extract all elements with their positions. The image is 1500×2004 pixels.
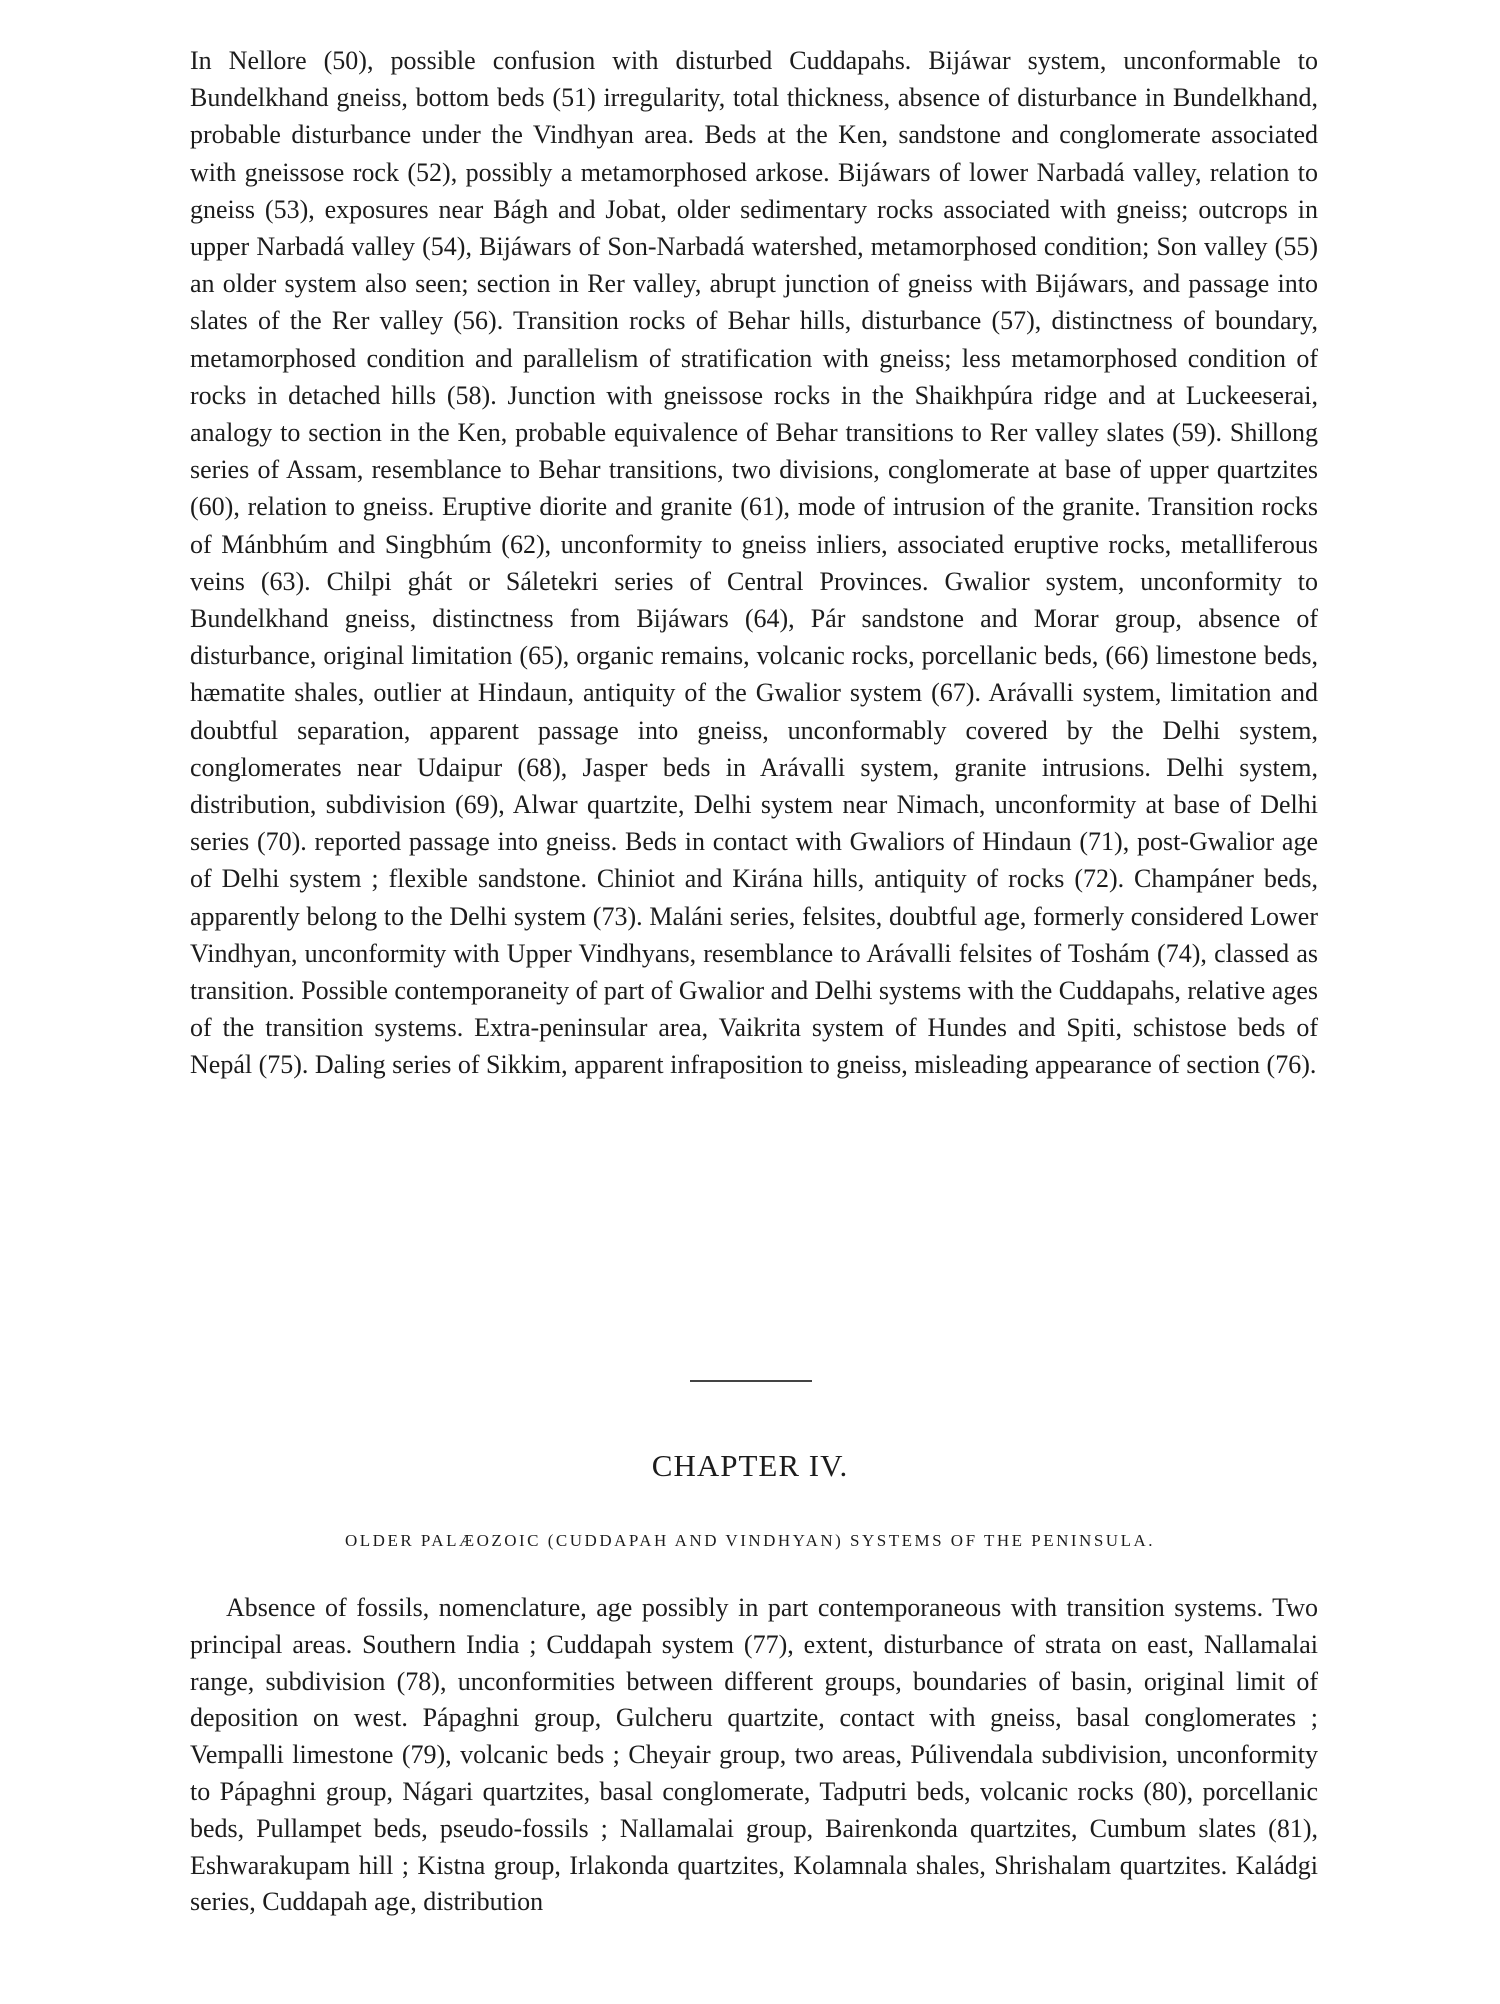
chapter-title: CHAPTER IV.: [651, 1448, 849, 1483]
chapter-subtitle: OLDER PALÆOZOIC (CUDDAPAH AND VINDHYAN) SYSTEMS OF THE PENINSULA.: [345, 1531, 1155, 1550]
summary-paragraph-transition-systems: In Nellore (50), possible confusion with disturbed Cuddapahs. Bijáwar system, unconformable to Bundelkhand gneiss, bottom beds (51) irregularity, total thickness, absence of disturbance in Bundelkhand, probable disturbance under the Vindhyan area. Beds at the Ken, sandstone and conglomerate associated with gneissose rock (52), possibly a metamorphosed arkose. Bijáwars of lower Narbadá valley, relation to gneiss (53), exposures near Bágh and Jobat, older sedimentary rocks associated with gneiss; outcrops in upper Narbadá valley (54), Bijáwars of Son-Narbadá watershed, metamorphosed condition; Son valley (55) an older system also seen; section in Rer valley, abrupt junction of gneiss with Bijáwars, and passage into slates of the Rer valley (56). Transition rocks of Behar hills, disturbance (57), distinctness of boundary, metamorphosed condition and parallelism of stratification with gneiss; less metamorphosed condition of rocks in detached hills (58). Junction with gneissose rocks in the Shaikhpúra ridge and at Luckeeserai, analogy to section in the Ken, probable equivalence of Behar transitions to Rer valley slates (59). Shillong series of Assam, resemblance to Behar transitions, two divisions, conglomerate at base of upper quartzites (60), relation to gneiss. Eruptive diorite and granite (61), mode of intrusion of the granite. Transition rocks of Mánbhúm and Singbhúm (62), unconformity to gneiss inliers, associated eruptive rocks, metalliferous veins (63). Chilpi ghát or Sáletekri series of Central Provinces. Gwalior system, unconformity to Bundelkhand gneiss, distinctness from Bijáwars (64), Pár sandstone and Morar group, absence of disturbance, original limitation (65), organic remains, volcanic rocks, porcellanic beds, (66) limestone beds, hæmatite shales, outlier at Hindaun, antiquity of the Gwalior system (67). Arávalli system, limitation and doubtful separation, apparent passage into gneiss, unconformably covered by the Delhi system, conglomerates near Udaipur (68), Jasper beds in Arávalli system, granite intrusions. Delhi system, distribution, subdivision (69), Alwar quartzite, Delhi system near Nimach, unconformity at base of Delhi series (70). reported passage into gneiss. Beds in contact with Gwaliors of Hindaun (71), post-Gwalior age of Delhi system ; flexible sandstone. Chiniot and Kirána hills, antiquity of rocks (72). Champáner beds, apparently belong to the Delhi system (73). Maláni series, felsites, doubtful age, formerly considered Lower Vindhyan, unconformity with Upper Vindhyans, resemblance to Arávalli felsites of Toshám (74), classed as transition. Possible contemporaneity of part of Gwalior and Delhi systems with the Cuddapahs, relative ages of the transition systems. Extra-peninsular area, Vaikrita system of Hundes and Spiti, schistose beds of Nepál (75). Daling series of Sikkim, apparent infraposition to gneiss, misleading appearance of section (76).: [190, 46, 1318, 1080]
section-divider-rule: [690, 1380, 812, 1382]
summary-paragraph-older-palaeozoic: Absence of fossils, nomenclature, age possibly in part contemporaneous with transition systems. Two principal areas. Southern India ; Cuddapah system (77), extent, disturbance of strata on east, Nallamalai range, subdivision (78), unconformities between different groups, boundaries of basin, original limit of deposition on west. Pápaghni group, Gulcheru quartzite, contact with gneiss, basal conglomerates ; Vempalli limestone (79), volcanic beds ; Cheyair group, two areas, Púlivendala subdivision, unconformity to Pápaghni group, Nágari quartzites, basal conglomerate, Tadputri beds, volcanic rocks (80), porcellanic beds, Pullampet beds, pseudo-fossils ; Nallamalai group, Bairenkonda quartzites, Cumbum slates (81), Eshwarakupam hill ; Kistna group, Irlakonda quartzites, Kolamnala shales, Shrishalam quartzites. Kaládgi series, Cuddapah age, distribution: [190, 1593, 1318, 1917]
